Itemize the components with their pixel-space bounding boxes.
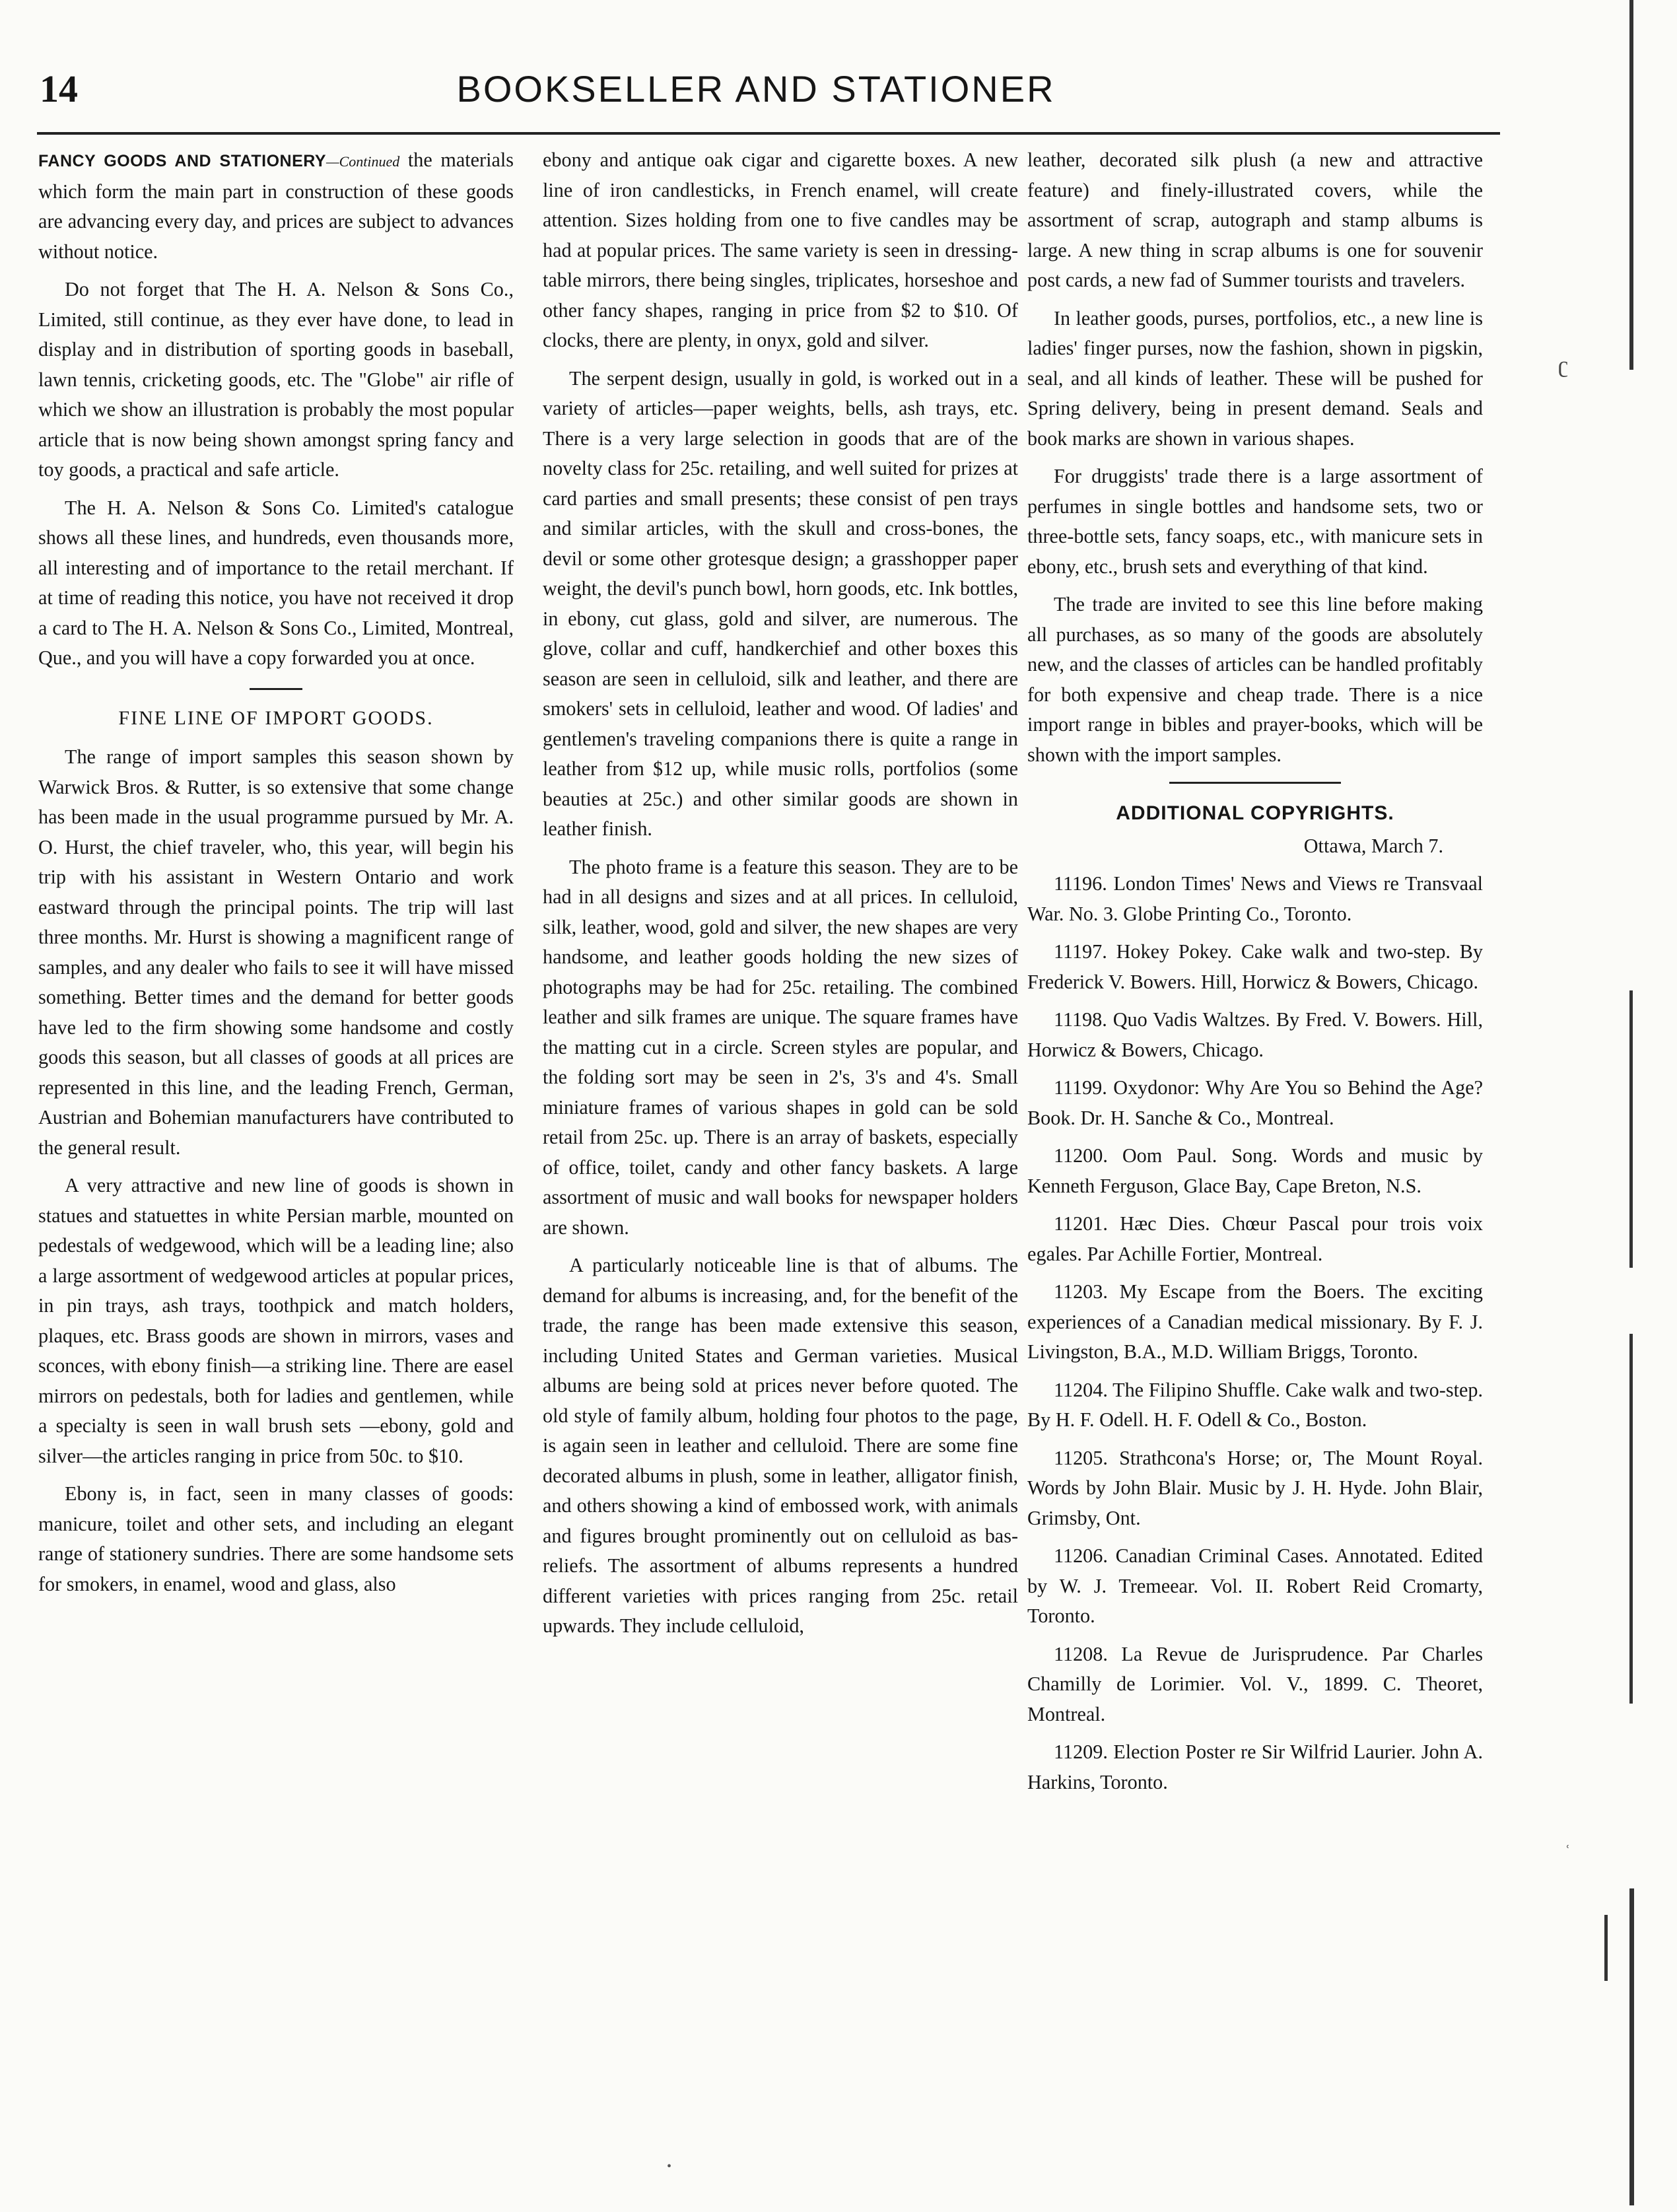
copyright-entry: 11206. Canadian Criminal Cases. Annotated. Edited by W. J. Tremeear. Vol. II. Robert Reid Cromarty, Toronto.	[1027, 1544, 1483, 1627]
column-2	[543, 145, 1018, 1649]
header-rule	[37, 132, 1500, 135]
copyright-entry: 11197. Hokey Pokey. Cake walk and two-step. By Frederick V. Bowers. Hill, Horwicz & Bowers, Chicago.	[1027, 940, 1483, 993]
column-2-paragraph-2: The serpent design, usually in gold, is worked out in a variety of articles—paper weights, bells, ash trays, etc. There is a very large selection in goods that are of the novelty class for 25c. retailing, and well suited for prizes at card parties and small presents; these consist of pen trays and similar articles, with the skull and cross-bones, the devil or some other grotesque design; a grasshopper paper weight, the devil's punch bowl, horn goods, etc. Ink bottles, in ebony, cut glass, gold and silver, are numerous. The glove, collar and cuff, handkerchief and other boxes this season are seen in celluloid, silk and leather, and there are smokers' sets in celluloid, leather and wood. Of ladies' and gentlemen's traveling companions there is quite a range in leather from $12 up, while music rolls, portfolios (some beauties at 25c.) and other similar goods are shown in leather finish.	[543, 366, 1018, 840]
column-1-paragraph-3: The H. A. Nelson & Sons Co. Limited's catalogue shows all these lines, and hundreds, even thousands more, all interesting and of importance to the retail merchant. If at time of reading this notice, you have not received it drop a card to The H. A. Nelson & Sons Co., Limited, Montreal, Que., and you will have a copy forwarded you at once.	[38, 496, 514, 669]
running-head-continued: —Continued	[326, 153, 400, 170]
page-header	[0, 59, 1512, 119]
copyright-entry: 11200. Oom Paul. Song. Words and music by Kenneth Ferguson, Glace Bay, Cape Breton, N.S.	[1027, 1144, 1483, 1197]
copyright-entry: 11199. Oxydonor: Why Are You so Behind the Age? Book. Dr. H. Sanche & Co., Montreal.	[1027, 1076, 1483, 1129]
column-2-paragraph-3: The photo frame is a feature this season. They are to be had in all designs and sizes and at all prices. In celluloid, silk, leather, wood, gold and silver, the new shapes are very handsome, and leather goods holding the new sizes of photographs may be had for 25c. retailing. The combined leather and silk frames are unique. The square frames have the matting cut in a circle. Screen styles are popular, and the folding sort may be seen in 2's, 3's and 4's. Small miniature frames of various shapes in gold can be sold retail from 25c. up. There is an array of baskets, especially of office, toilet, candy and other fancy baskets. A large assortment of music and wall books for newspaper holders are shown.	[543, 855, 1018, 1239]
scan-speck: •	[667, 2159, 672, 2174]
scan-mark: ʗ	[1558, 353, 1569, 378]
column-1-paragraph-2: Do not forget that The H. A. Nelson & Sons Co., Limited, still continue, as they ever have done, to lead in display and in distribution of sporting goods in baseball, lawn tennis, cricketing goods, etc. The "Globe" air rifle of which we show an illustration is probably the most popular article that is now being shown amongst spring fancy and toy goods, a practical and safe article.	[38, 278, 514, 481]
paragraph-text: the materials which form the main part in construction of these goods are advancing every day, and prices are subject to advances without notice.	[38, 149, 514, 263]
copyright-entry: 11201. Hæc Dies. Chœur Pascal pour trois voix egales. Par Achille Fortier, Montreal.	[1027, 1212, 1483, 1265]
scan-edge-shadow	[1629, 0, 1633, 370]
copyright-entry: 11205. Strathcona's Horse; or, The Mount Royal. Words by John Blair. Music by J. H. Hyde. John Blair, Grimsby, Ont.	[1027, 1446, 1483, 1529]
column-2-paragraph-1: ebony and antique oak cigar and cigarette boxes. A new line of iron candlesticks, in French enamel, will create attention. Sizes holding from one to five candles may be had at popular prices. The same variety is seen in dressing-table mirrors, there being singles, triplicates, horseshoe and other fancy shapes, ranging in price from $2 to $10. Of clocks, there are plenty, in onyx, gold and silver.	[543, 149, 1018, 351]
section-divider	[1169, 782, 1341, 784]
dateline: Ottawa, March 7.	[1303, 834, 1443, 857]
copyrights-heading: ADDITIONAL COPYRIGHTS.	[1116, 802, 1394, 824]
section-divider	[250, 688, 302, 690]
column-3	[1027, 145, 1483, 1805]
column-1-paragraph-6: Ebony is, in fact, seen in many classes of goods: manicure, toilet and other sets, and including an elegant range of stationery sundries. There are some handsome sets for smokers, in enamel, wood and glass, also	[38, 1482, 514, 1595]
running-head: FANCY GOODS AND STATIONERY	[38, 152, 327, 170]
copyright-entry: 11208. La Revue de Jurisprudence. Par Charles Chamilly de Lorimier. Vol. V., 1899. C. Theoret, Montreal.	[1027, 1642, 1483, 1725]
column-3-paragraph-4: The trade are invited to see this line before making all purchases, as so many of the goods are absolutely new, and the classes of articles can be handled profitably for both expensive and cheap trade. There is a nice import range in bibles and prayer-books, which will be shown with the import samples.	[1027, 593, 1483, 766]
page-title: BOOKSELLER AND STATIONER	[456, 68, 1056, 110]
section-heading: FINE LINE OF IMPORT GOODS.	[118, 707, 434, 729]
column-1	[38, 145, 514, 1607]
scan-mark: ʿ	[1565, 1842, 1571, 1861]
column-3-paragraph-2: In leather goods, purses, portfolios, etc., a new line is ladies' finger purses, now the fashion, shown in pigskin, seal, and all kinds of leather. These will be pushed for Spring delivery, being in present demand. Seals and book marks are shown in various shapes.	[1027, 306, 1483, 450]
scan-edge-shadow	[1629, 990, 1633, 1268]
scan-edge-shadow	[1629, 1888, 1634, 2205]
scan-edge-shadow	[1629, 1334, 1633, 1704]
copyright-entry: 11209. Election Poster re Sir Wilfrid Laurier. John A. Harkins, Toronto.	[1027, 1741, 1483, 1793]
column-3-paragraph-1: leather, decorated silk plush (a new and attractive feature) and finely-illustrated covers, while the assortment of scrap, autograph and stamp albums is large. A new thing in scrap albums is one for souvenir post cards, a new fad of Summer tourists and travelers.	[1027, 149, 1483, 291]
scan-edge-shadow	[1604, 1915, 1608, 1981]
column-3-paragraph-3: For druggists' trade there is a large assortment of perfumes in single bottles and handsome sets, two or three-bottle sets, fancy soaps, etc., with manicure sets in ebony, etc., brush sets and everything of that kind.	[1027, 465, 1483, 578]
copyright-entry: 11196. London Times' News and Views re Transvaal War. No. 3. Globe Printing Co., Toronto.	[1027, 872, 1483, 925]
page-number: 14	[40, 67, 78, 110]
column-1-paragraph-4: The range of import samples this season shown by Warwick Bros. & Rutter, is so extensive that some change has been made in the usual programme pursued by Mr. A. O. Hurst, the chief traveler, who, this year, will begin his trip with his assistant in Western Ontario and work eastward through the principal points. The trip will last three months. Mr. Hurst is showing a magnificent range of samples, and any dealer who fails to see it will have missed something. Better times and the demand for better goods have led to the firm showing some handsome and costly goods this season, but all classes of goods at all prices are represented in this line, and the leading French, German, Austrian and Bohemian manufacturers have contributed to the general result.	[38, 745, 514, 1159]
copyright-entry: 11204. The Filipino Shuffle. Cake walk and two-step. By H. F. Odell. H. F. Odell & Co., Boston.	[1027, 1378, 1483, 1431]
column-2-paragraph-4: A particularly noticeable line is that of albums. The demand for albums is increasing, and, for the benefit of the trade, the range has been made extensive this season, including United States and German varieties. Musical albums are being sold at prices never before quoted. The old style of family album, holding four photos to the page, is again seen in leather and celluloid. There are some fine decorated albums in plush, some in leather, alligator finish, and others showing a kind of embossed work, with animals and figures brought prominently out on celluloid as bas-reliefs. The assortment of albums represents a hundred different varieties with prices ranging from 25c. retail upwards. They include celluloid,	[543, 1254, 1018, 1637]
column-1-paragraph-5: A very attractive and new line of goods is shown in statues and statuettes in white Persian marble, mounted on pedestals of wedgewood, which will be a leading line; also a large assortment of wedgewood articles at popular prices, in pin trays, ash trays, toothpick and match holders, plaques, etc. Brass goods are shown in mirrors, vases and sconces, with ebony finish—a striking line. There are easel mirrors on pedestals, both for ladies and gentlemen, while a specialty is seen in wall brush sets —ebony, gold and silver—the articles ranging in price from 50c. to $10.	[38, 1174, 514, 1467]
column-1-paragraph-1	[38, 145, 514, 267]
copyright-entry: 11198. Quo Vadis Waltzes. By Fred. V. Bowers. Hill, Horwicz & Bowers, Chicago.	[1027, 1008, 1483, 1061]
copyright-entry: 11203. My Escape from the Boers. The exciting experiences of a Canadian medical missionary. By F. J. Livingston, B.A., M.D. William Briggs, Toronto.	[1027, 1280, 1483, 1363]
